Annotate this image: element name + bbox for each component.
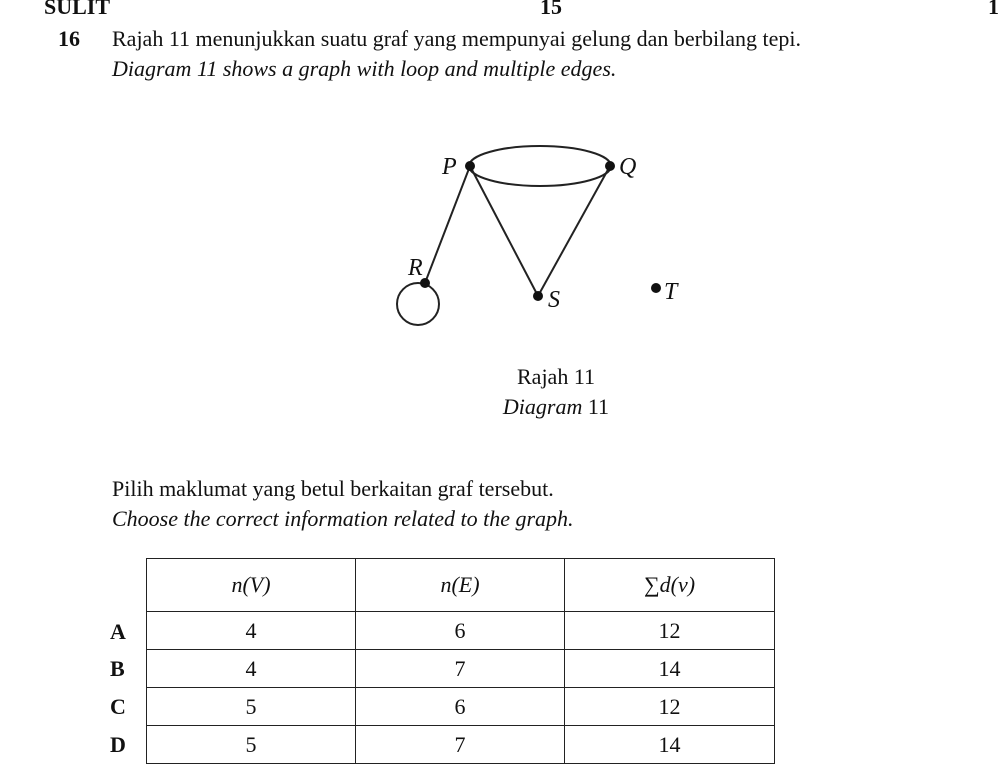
label-r: R <box>408 255 423 281</box>
label-q: Q <box>619 154 637 180</box>
table-cell: 6 <box>356 688 565 726</box>
options-table <box>146 558 775 764</box>
table-cell: 12 <box>565 688 775 726</box>
label-s: S <box>548 287 560 313</box>
header-label: SULIT <box>44 0 111 19</box>
question-text-malay: Rajah 11 menunjukkan suatu graf yang mempunyai gelung dan berbilang tepi. <box>112 26 801 51</box>
table-row <box>147 612 775 650</box>
vertex-t <box>651 283 661 293</box>
header-right-fragment: 1 <box>988 0 999 19</box>
instruction-malay: Pilih maklumat yang betul berkaitan graf tersebut. <box>112 476 554 501</box>
table-row <box>147 726 775 764</box>
table-row <box>147 688 775 726</box>
table-cell: 5 <box>147 688 356 726</box>
option-label-d: D <box>110 732 126 757</box>
instruction-english: Choose the correct information related to the graph. <box>112 506 574 531</box>
table-cell: 14 <box>565 650 775 688</box>
table-cell: 4 <box>147 612 356 650</box>
edge-pr <box>425 166 470 283</box>
vertex-q <box>605 161 615 171</box>
table-cell: 14 <box>565 726 775 764</box>
question-text-english: Diagram 11 shows a graph with loop and multiple edges. <box>112 56 617 81</box>
graph-diagram <box>0 0 1001 360</box>
vertex-p <box>465 161 475 171</box>
option-label-a: A <box>110 619 126 644</box>
loop-r <box>397 283 439 325</box>
header-sum-degree: ∑d(v) <box>565 559 775 612</box>
header-n-v: n(V) <box>147 559 356 612</box>
table-header-row <box>147 559 775 612</box>
option-label-b: B <box>110 656 125 681</box>
option-label-c: C <box>110 694 126 719</box>
table-cell: 7 <box>356 650 565 688</box>
page-number: 15 <box>540 0 562 19</box>
table-cell: 6 <box>356 612 565 650</box>
label-p: P <box>442 154 457 180</box>
caption-english <box>456 394 656 420</box>
table-cell: 7 <box>356 726 565 764</box>
label-t: T <box>664 279 678 305</box>
question-number: 16 <box>58 26 80 51</box>
vertex-s <box>533 291 543 301</box>
multiple-edge-pq <box>469 146 611 186</box>
table-cell: 12 <box>565 612 775 650</box>
table-row <box>147 650 775 688</box>
header-n-e: n(E) <box>356 559 565 612</box>
table-cell: 4 <box>147 650 356 688</box>
caption-english-number: 11 <box>582 394 610 419</box>
table-cell: 5 <box>147 726 356 764</box>
caption-malay: Rajah 11 <box>517 364 595 389</box>
caption-english-word: Diagram <box>502 394 583 419</box>
